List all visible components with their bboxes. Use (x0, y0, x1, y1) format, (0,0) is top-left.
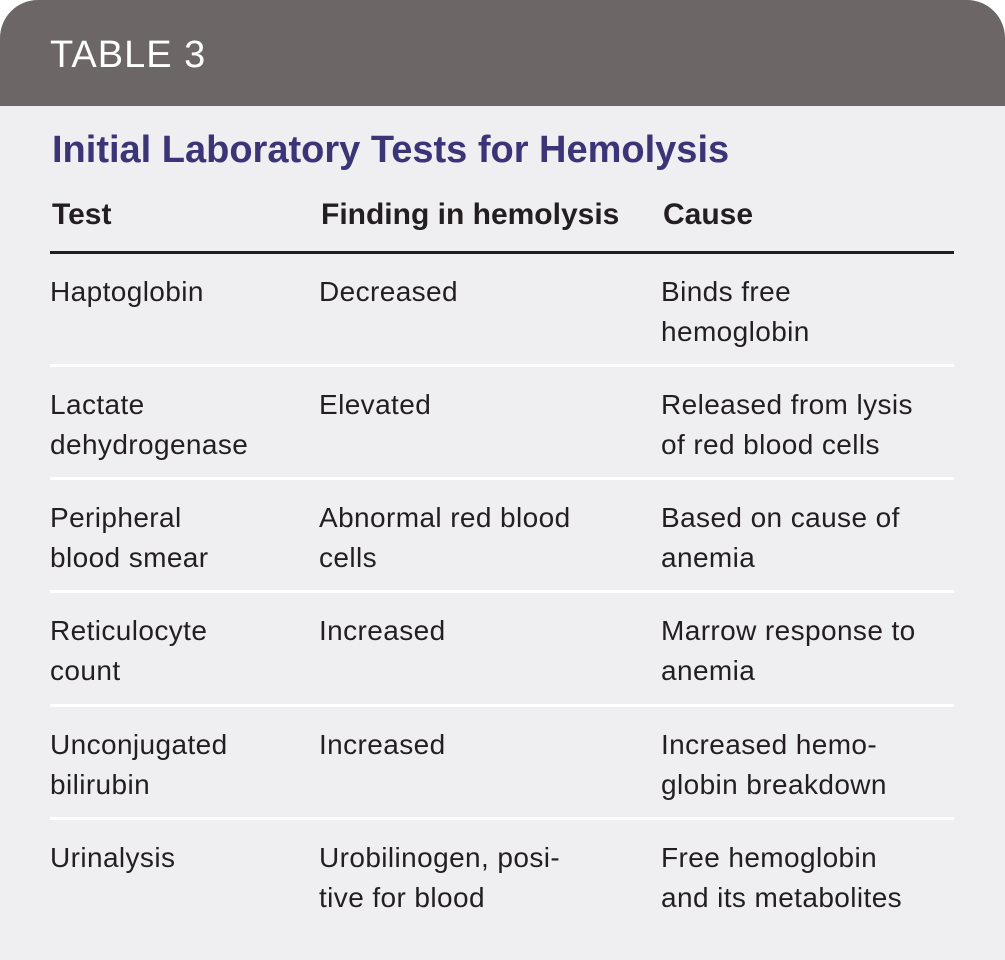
cell-test: Haptoglobin (50, 276, 204, 307)
table-row (50, 254, 954, 367)
cell-finding: Abnormal red blood cells (319, 502, 571, 573)
cell-cause: Marrow response to anemia (661, 615, 916, 686)
table-title: Initial Laboratory Tests for Hemolysis (52, 129, 730, 171)
cell-cause: Based on cause of anemia (661, 502, 900, 573)
cell-test: Lactate dehydrogenase (50, 389, 249, 460)
cell-finding: Increased (319, 615, 446, 646)
table-label-band (0, 0, 1005, 106)
cell-cause: Free hemoglobin and its metabolites (661, 842, 903, 913)
cell-finding: Decreased (319, 276, 459, 307)
table-row (50, 820, 954, 940)
cell-test: Peripheral blood smear (50, 502, 209, 573)
column-header-cause: Cause (663, 198, 754, 231)
cell-finding: Increased (319, 729, 446, 760)
table-row (50, 593, 954, 707)
cell-cause: Binds free hemoglobin (661, 276, 810, 347)
cell-finding: Urobilinogen, posi- tive for blood (319, 842, 561, 913)
cell-cause: Released from lysis of red blood cells (661, 389, 913, 460)
table-label: TABLE 3 (50, 34, 207, 76)
table-row (50, 707, 954, 820)
column-header-finding: Finding in hemolysis (321, 198, 620, 231)
column-header-test: Test (52, 198, 112, 231)
cell-test: Urinalysis (50, 842, 176, 873)
cell-test: Reticulocyte count (50, 615, 208, 686)
table-row (50, 367, 954, 480)
cell-finding: Elevated (319, 389, 432, 420)
cell-cause: Increased hemo- globin breakdown (661, 729, 887, 800)
cell-test: Unconjugated bilirubin (50, 729, 228, 800)
table-row (50, 480, 954, 593)
